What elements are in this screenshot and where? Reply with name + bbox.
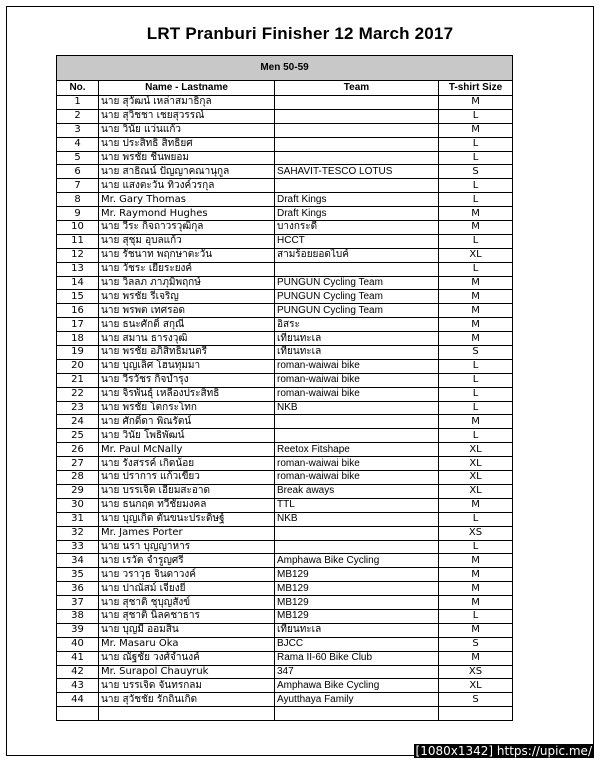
cell-size: L <box>439 540 513 554</box>
table-row <box>57 109 513 123</box>
cell-size: L <box>439 137 513 151</box>
cell-team: MB129 <box>275 609 439 623</box>
table-row <box>57 165 513 179</box>
cell-team: MB129 <box>275 568 439 582</box>
cell-name: Mr. Surapol Chauyruk <box>99 665 275 679</box>
cell-size: L <box>439 234 513 248</box>
cell-size: L <box>439 262 513 276</box>
cell-name: นาย วัชระ เยียระยงค์ <box>99 262 275 276</box>
cell-name: นาย สุชาติ นิลคชาธาร <box>99 609 275 623</box>
table-row <box>57 193 513 207</box>
cell-size: XL <box>439 471 513 485</box>
cell-size: XL <box>439 484 513 498</box>
cell-size: L <box>439 609 513 623</box>
cell-team <box>275 179 439 193</box>
cell-no: 37 <box>57 596 99 610</box>
cell-name: นาย บุญเลิศ โฮนทุมมา <box>99 359 275 373</box>
cell-team <box>275 96 439 110</box>
cell-no <box>57 707 99 721</box>
cell-size: S <box>439 637 513 651</box>
table-row <box>57 207 513 221</box>
cell-name: นาย รังสรรค์ เกิดน้อย <box>99 457 275 471</box>
cell-team: roman-waiwai bike <box>275 373 439 387</box>
cell-team <box>275 109 439 123</box>
cell-size: XS <box>439 526 513 540</box>
cell-no: 28 <box>57 471 99 485</box>
cell-name: นาย รัชนาท พฤกษาตะวัน <box>99 248 275 262</box>
cell-size: L <box>439 359 513 373</box>
header-name: Name - Lastname <box>99 81 275 96</box>
cell-no: 32 <box>57 526 99 540</box>
cell-size: L <box>439 429 513 443</box>
cell-no: 19 <box>57 346 99 360</box>
cell-no: 34 <box>57 554 99 568</box>
cell-no: 22 <box>57 387 99 401</box>
cell-size: M <box>439 96 513 110</box>
cell-team: MB129 <box>275 582 439 596</box>
cell-team <box>275 262 439 276</box>
cell-no: 43 <box>57 679 99 693</box>
cell-size: L <box>439 151 513 165</box>
cell-team: Rama II-60 Bike Club <box>275 651 439 665</box>
cell-size: S <box>439 165 513 179</box>
cell-no: 12 <box>57 248 99 262</box>
cell-team <box>275 415 439 429</box>
cell-team: HCCT <box>275 234 439 248</box>
table-row <box>57 512 513 526</box>
cell-name: Mr. Masaru Oka <box>99 637 275 651</box>
cell-name: Mr. James Porter <box>99 526 275 540</box>
cell-no: 44 <box>57 693 99 707</box>
cell-team: 347 <box>275 665 439 679</box>
table-row <box>57 623 513 637</box>
cell-no: 27 <box>57 457 99 471</box>
cell-team: SAHAVIT-TESCO LOTUS <box>275 165 439 179</box>
cell-team: เทียนทะเล <box>275 332 439 346</box>
cell-name: นาย นรา บุญญาหาร <box>99 540 275 554</box>
cell-no: 24 <box>57 415 99 429</box>
cell-no: 35 <box>57 568 99 582</box>
cell-size: XL <box>439 443 513 457</box>
cell-no: 25 <box>57 429 99 443</box>
table-row <box>57 484 513 498</box>
cell-name: นาย สาธิณน์ ปัญญาคณานุกูล <box>99 165 275 179</box>
cell-no: 36 <box>57 582 99 596</box>
cell-name: นาย ปาณัสม์ เจียงยี่ <box>99 582 275 596</box>
cell-size: S <box>439 346 513 360</box>
table-row <box>57 248 513 262</box>
cell-team: BJCC <box>275 637 439 651</box>
cell-team: Draft Kings <box>275 207 439 221</box>
cell-no: 33 <box>57 540 99 554</box>
finisher-table <box>56 55 513 721</box>
cell-size: XS <box>439 665 513 679</box>
cell-name: นาย พรชัย โตกระโทก <box>99 401 275 415</box>
page-title: LRT Pranburi Finisher 12 March 2017 <box>146 24 454 43</box>
cell-no: 40 <box>57 637 99 651</box>
cell-no: 41 <box>57 651 99 665</box>
table-row <box>57 137 513 151</box>
table-row <box>57 596 513 610</box>
table-row <box>57 665 513 679</box>
table-row <box>57 359 513 373</box>
cell-size: M <box>439 554 513 568</box>
cell-no: 38 <box>57 609 99 623</box>
table-row <box>57 526 513 540</box>
cell-name: นาย ปราการ แก้วเขียว <box>99 471 275 485</box>
table-row <box>57 151 513 165</box>
cell-name: นาย ธนกฤต ทวีชัยมงคล <box>99 498 275 512</box>
table-row <box>57 290 513 304</box>
cell-no: 42 <box>57 665 99 679</box>
cell-no: 7 <box>57 179 99 193</box>
table-row <box>57 373 513 387</box>
cell-name: Mr. Gary Thomas <box>99 193 275 207</box>
cell-name: นาย พรพต เทศรอด <box>99 304 275 318</box>
cell-no: 29 <box>57 484 99 498</box>
cell-no: 31 <box>57 512 99 526</box>
table-row <box>57 693 513 707</box>
table-row <box>57 568 513 582</box>
cell-team: PUNGUN Cycling Team <box>275 304 439 318</box>
cell-team: roman-waiwai bike <box>275 457 439 471</box>
table-row <box>57 429 513 443</box>
cell-no: 20 <box>57 359 99 373</box>
cell-team: อิสระ <box>275 318 439 332</box>
cell-name: Mr. Paul McNally <box>99 443 275 457</box>
table-row <box>57 318 513 332</box>
cell-no: 2 <box>57 109 99 123</box>
table-row <box>57 679 513 693</box>
cell-no: 39 <box>57 623 99 637</box>
cell-size: L <box>439 401 513 415</box>
cell-name: นาย พรชัย ชื่นพยอม <box>99 151 275 165</box>
cell-name: นาย บุญมี ออมสิน <box>99 623 275 637</box>
cell-no: 3 <box>57 123 99 137</box>
cell-team <box>275 429 439 443</box>
cell-no: 18 <box>57 332 99 346</box>
cell-no: 16 <box>57 304 99 318</box>
cell-team <box>275 137 439 151</box>
table-row <box>57 609 513 623</box>
header-size: T-shirt Size <box>439 81 513 96</box>
cell-size: XL <box>439 457 513 471</box>
table-row <box>57 234 513 248</box>
header-no: No. <box>57 81 99 96</box>
watermark: [1080x1342] https://upic.me/ <box>415 744 592 758</box>
cell-name: นาย สุชาติ ชุบุญสังข์ <box>99 596 275 610</box>
cell-size: M <box>439 276 513 290</box>
cell-size: M <box>439 123 513 137</box>
table-row <box>57 707 513 721</box>
category-label: Men 50-59 <box>57 56 513 81</box>
cell-team: NKB <box>275 401 439 415</box>
table-row <box>57 415 513 429</box>
cell-team: roman-waiwai bike <box>275 359 439 373</box>
cell-team: Reetox Fitshape <box>275 443 439 457</box>
cell-team: Break aways <box>275 484 439 498</box>
cell-team <box>275 151 439 165</box>
table-row <box>57 332 513 346</box>
cell-size: M <box>439 623 513 637</box>
cell-no: 13 <box>57 262 99 276</box>
cell-team: NKB <box>275 512 439 526</box>
table-row <box>57 540 513 554</box>
cell-team: บางกระดี่ <box>275 221 439 235</box>
cell-team: สามร้อยยอดไบค์ <box>275 248 439 262</box>
cell-size: M <box>439 318 513 332</box>
cell-name: นาย ธนะศักดิ์ สกุณี <box>99 318 275 332</box>
cell-name: นาย พรชัย อภิสิทธิ์มนตรี <box>99 346 275 360</box>
table-row <box>57 401 513 415</box>
cell-size: L <box>439 193 513 207</box>
cell-no: 9 <box>57 207 99 221</box>
cell-name: นาย บรรเจิด เอี่ยมสะอาด <box>99 484 275 498</box>
cell-team: Amphawa Bike Cycling <box>275 679 439 693</box>
cell-team: PUNGUN Cycling Team <box>275 290 439 304</box>
table-row <box>57 346 513 360</box>
cell-size: M <box>439 568 513 582</box>
cell-size: M <box>439 651 513 665</box>
category-row <box>57 56 513 81</box>
table-row <box>57 179 513 193</box>
cell-size: L <box>439 109 513 123</box>
cell-size: M <box>439 582 513 596</box>
cell-size: M <box>439 596 513 610</box>
cell-no: 14 <box>57 276 99 290</box>
cell-team: TTL <box>275 498 439 512</box>
cell-size: S <box>439 693 513 707</box>
cell-no: 30 <box>57 498 99 512</box>
cell-name: นาย บรรเจิด จันทรกลม <box>99 679 275 693</box>
cell-no: 15 <box>57 290 99 304</box>
cell-team: MB129 <box>275 596 439 610</box>
cell-size: M <box>439 415 513 429</box>
cell-team <box>275 123 439 137</box>
table-row <box>57 96 513 110</box>
cell-team: Draft Kings <box>275 193 439 207</box>
cell-name: นาย สุชุม อุบลแก้ว <box>99 234 275 248</box>
cell-name: นาย สุวิชชา เชยสุวรรณ์ <box>99 109 275 123</box>
cell-size: M <box>439 221 513 235</box>
cell-name: นาย วีระ กิจถาวรวุฒิกุล <box>99 221 275 235</box>
cell-team: เทียนทะเล <box>275 623 439 637</box>
cell-name: นาย วินัย โพธิพัฒน์ <box>99 429 275 443</box>
table-row <box>57 498 513 512</box>
cell-size: L <box>439 179 513 193</box>
cell-name: นาย ศักดิ์ดา พิณรัตน์ <box>99 415 275 429</box>
table-row <box>57 221 513 235</box>
table-row <box>57 304 513 318</box>
table-row <box>57 387 513 401</box>
cell-size <box>439 707 513 721</box>
table-row <box>57 582 513 596</box>
cell-size: M <box>439 290 513 304</box>
cell-size: L <box>439 373 513 387</box>
table-row <box>57 262 513 276</box>
cell-size: L <box>439 387 513 401</box>
cell-team: Amphawa Bike Cycling <box>275 554 439 568</box>
cell-no: 26 <box>57 443 99 457</box>
cell-team: PUNGUN Cycling Team <box>275 276 439 290</box>
cell-no: 17 <box>57 318 99 332</box>
table-row <box>57 443 513 457</box>
cell-name: นาย ประสิทธิ์ สิทธิยศ <box>99 137 275 151</box>
cell-name: Mr. Raymond Hughes <box>99 207 275 221</box>
table-row <box>57 123 513 137</box>
cell-name: นาย ณัฐชัย วงศ์จำนงค์ <box>99 651 275 665</box>
cell-no: 11 <box>57 234 99 248</box>
cell-no: 6 <box>57 165 99 179</box>
cell-name: นาย สมาน ธารงวุฒิ <box>99 332 275 346</box>
cell-team <box>275 540 439 554</box>
cell-team <box>275 526 439 540</box>
table-row <box>57 471 513 485</box>
cell-size: M <box>439 304 513 318</box>
cell-name: นาย วิลลภ ภาภุมิพฤกษ์ <box>99 276 275 290</box>
cell-name: นาย สุวัฒน์ เหล่าสมาธิกุล <box>99 96 275 110</box>
cell-size: XL <box>439 679 513 693</box>
table-row <box>57 554 513 568</box>
table-row <box>57 651 513 665</box>
cell-team: Ayutthaya Family <box>275 693 439 707</box>
cell-name: นาย พรชัย รีเจริญ <box>99 290 275 304</box>
cell-name: นาย บุญเกิด ตันขนะประดิษฐ์ <box>99 512 275 526</box>
table-row <box>57 276 513 290</box>
cell-no: 10 <box>57 221 99 235</box>
cell-no: 5 <box>57 151 99 165</box>
cell-name: นาย วราวุธ จินดาวงค์ <box>99 568 275 582</box>
cell-team: เทียนทะเล <box>275 346 439 360</box>
cell-name: นาย เรวัต จำรูญศรี <box>99 554 275 568</box>
cell-team: roman-waiwai bike <box>275 387 439 401</box>
cell-size: M <box>439 207 513 221</box>
table-row <box>57 457 513 471</box>
cell-team <box>275 707 439 721</box>
cell-size: M <box>439 332 513 346</box>
cell-name: นาย แสงตะวัน ทิวงค์วรกุล <box>99 179 275 193</box>
header-team: Team <box>275 81 439 96</box>
cell-name: นาย สุวัชชัย รักถิ่นเกิด <box>99 693 275 707</box>
cell-name <box>99 707 275 721</box>
header-row <box>57 81 513 96</box>
cell-no: 23 <box>57 401 99 415</box>
cell-no: 8 <box>57 193 99 207</box>
cell-name: นาย วินัย แว่นแก้ว <box>99 123 275 137</box>
table-row <box>57 637 513 651</box>
cell-size: L <box>439 512 513 526</box>
cell-name: นาย จิรพันธุ์ เหลืองประสิทธิ์ <box>99 387 275 401</box>
cell-no: 21 <box>57 373 99 387</box>
cell-size: M <box>439 498 513 512</box>
cell-no: 1 <box>57 96 99 110</box>
cell-team: roman-waiwai bike <box>275 471 439 485</box>
cell-name: นาย วีรวัชร กิจบำรุง <box>99 373 275 387</box>
cell-no: 4 <box>57 137 99 151</box>
cell-size: XL <box>439 248 513 262</box>
